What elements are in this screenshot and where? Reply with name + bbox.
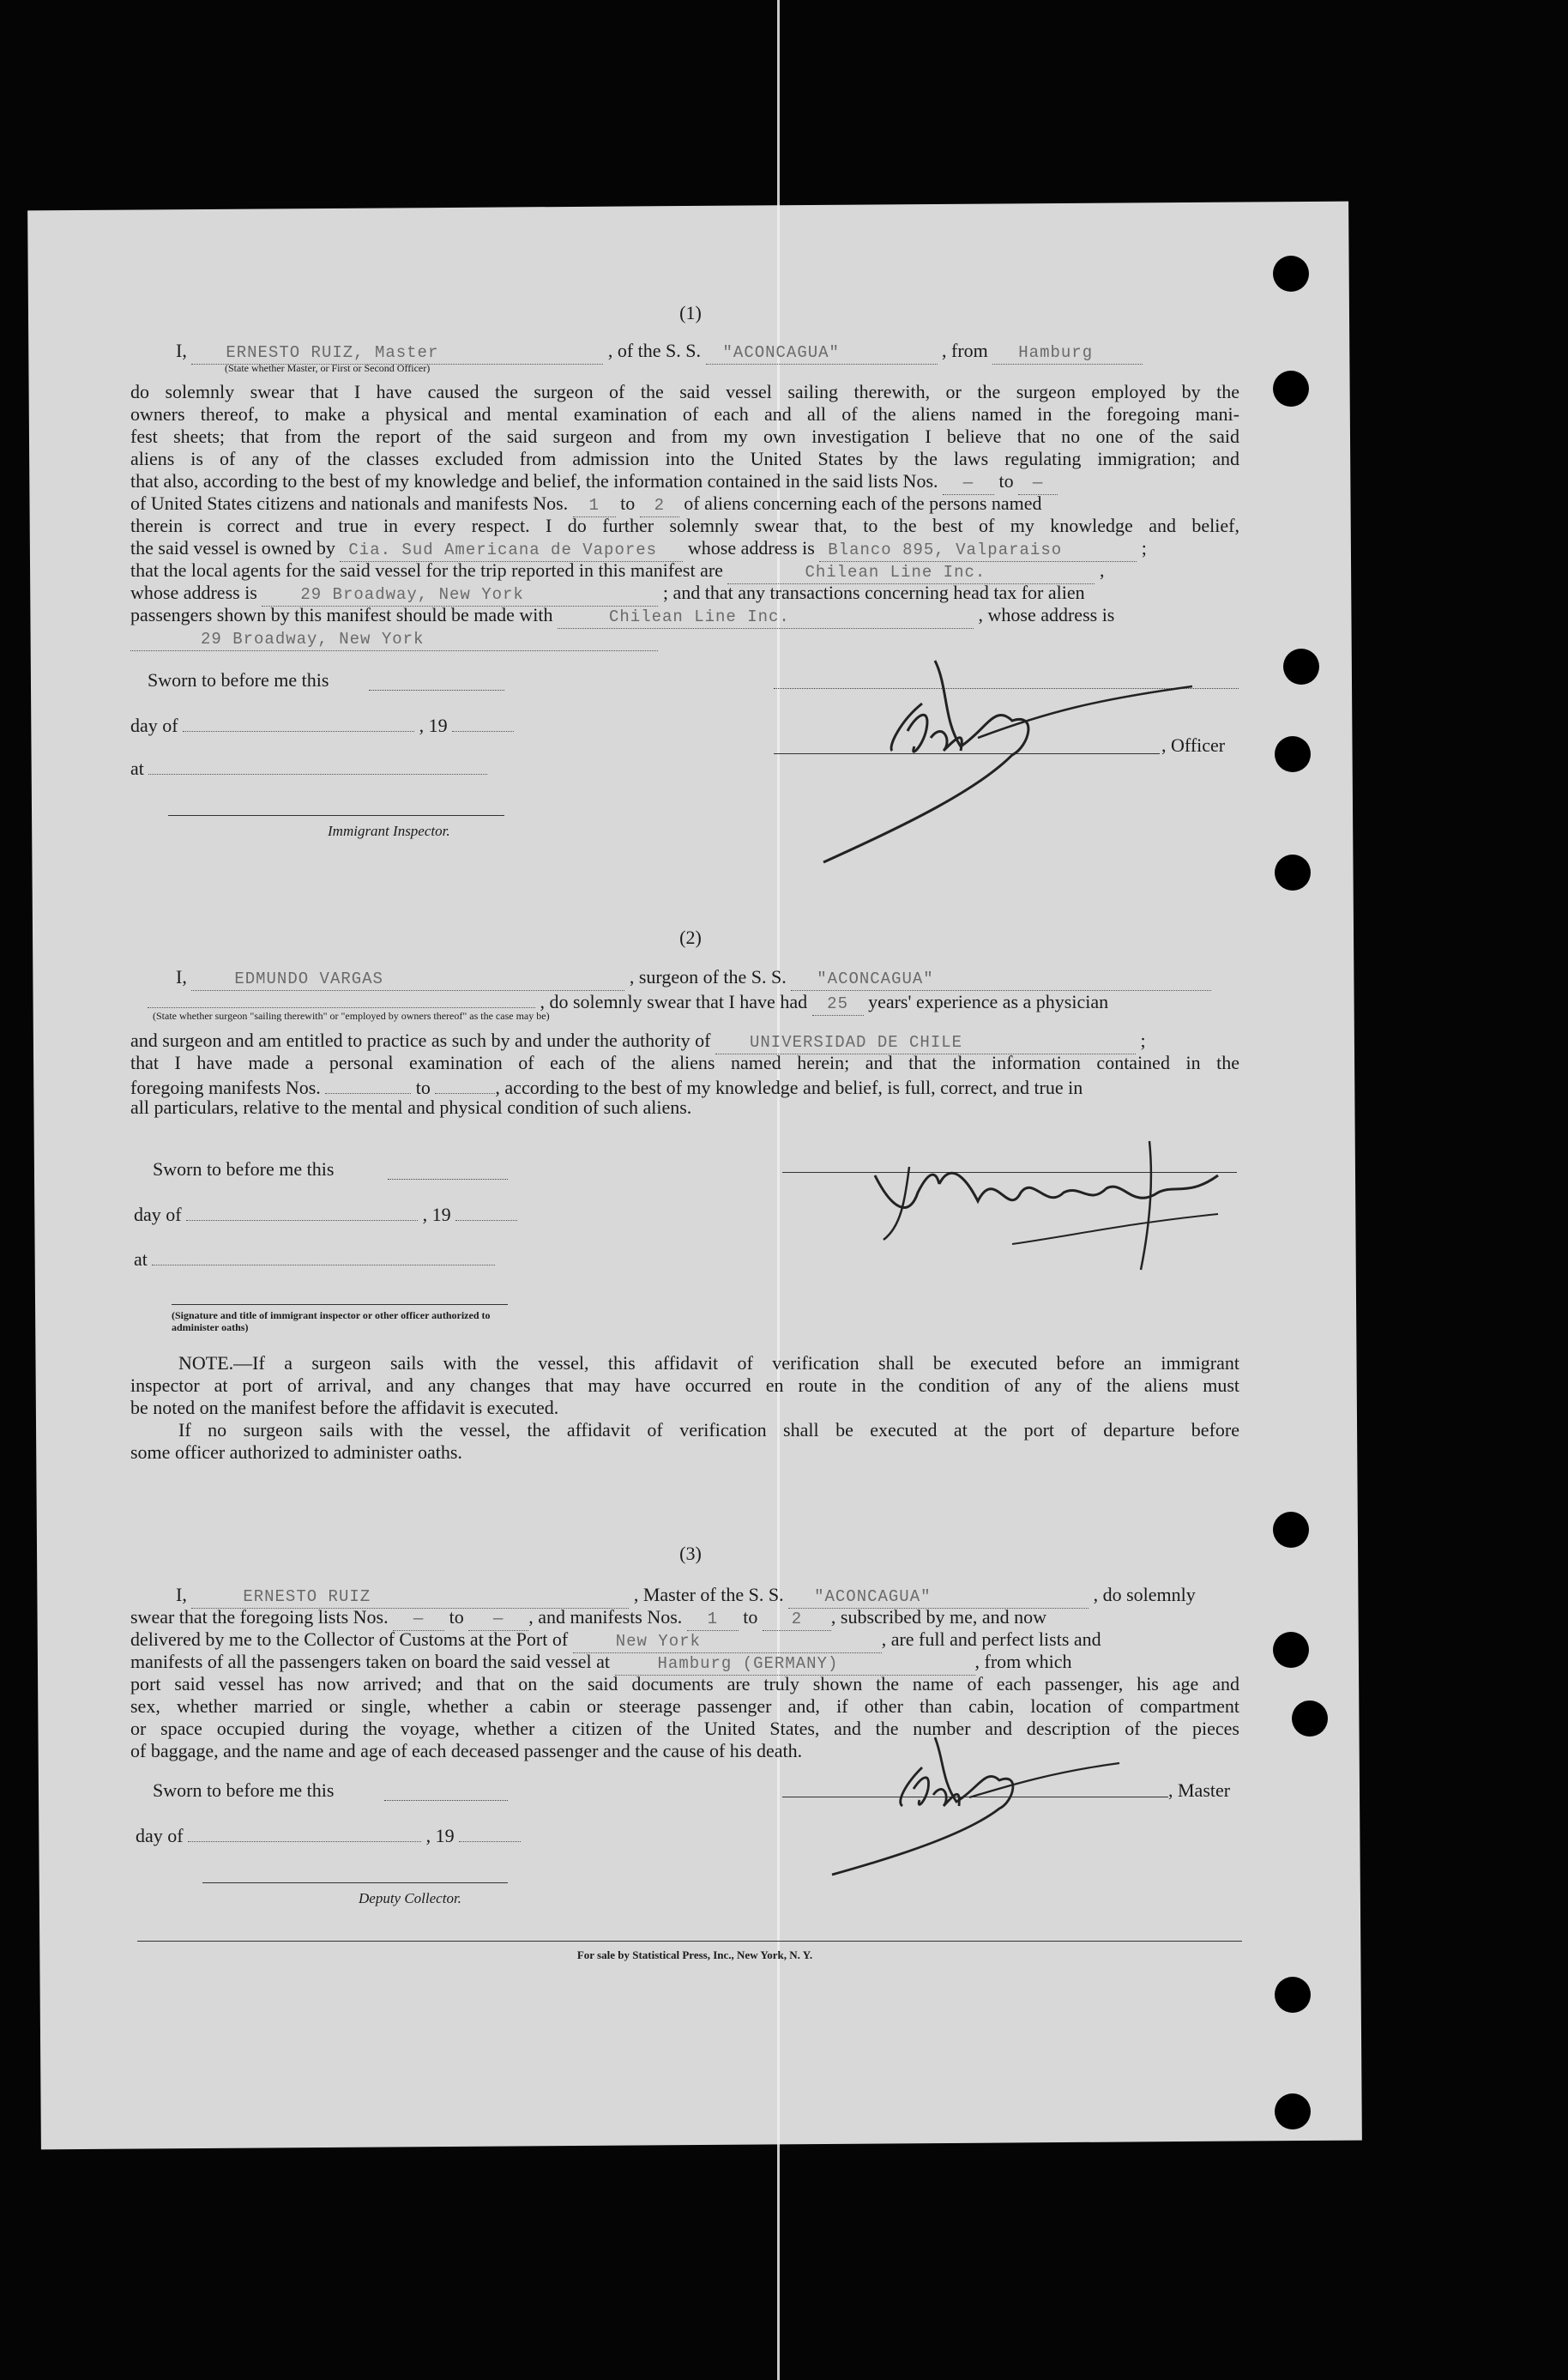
master-name-field: ERNESTO RUIZ, Master — [191, 341, 603, 365]
rank-hint: (State whether Master, or First or Second Officer) — [225, 362, 431, 374]
agents-address-line: whose address is 29 Broadway, New York ; and that any transactions concerning head tax for alien — [130, 582, 1085, 607]
i-label: I, — [176, 340, 187, 361]
surgeon-hint: (State whether surgeon "sailing therewith" or "employed by owners thereof" as the case may be) — [153, 1010, 550, 1022]
punch-hole — [1273, 371, 1309, 407]
section-3-vessel-field: "ACONCAGUA" — [788, 1586, 1089, 1609]
section-2-number: (2) — [679, 927, 702, 948]
year-field-2 — [455, 1201, 517, 1221]
sworn-label-3: Sworn to before me this — [153, 1779, 335, 1801]
headtax-address-field: 29 Broadway, New York — [130, 628, 658, 651]
manifests-to-field: 2 — [640, 494, 679, 517]
sworn-label-1: Sworn to before me this — [148, 669, 329, 691]
lists-from-field: — — [943, 472, 994, 495]
body-line: fest sheets; that from the report of the said surgeon and from my own investigation I believe that no one of the said — [130, 426, 1239, 447]
punch-hole — [1275, 2093, 1311, 2129]
punch-hole — [1283, 649, 1319, 685]
manifests-from-field: 1 — [573, 494, 616, 517]
section-1-number: (1) — [679, 302, 702, 323]
year-field-3 — [459, 1822, 521, 1842]
owner-line: the said vessel is owned by Cia. Sud Americana de Vapores whose address is Blanco 895, Valparaiso ; — [130, 537, 1147, 562]
day-field-2 — [186, 1201, 418, 1221]
section-1-body-2: therein is correct and true in every respect. I do further solemnly swear that, to the best of my knowledge and belief, — [130, 515, 1239, 536]
section-3-lists-from: — — [393, 1608, 444, 1631]
section-3-line-1: I, ERNESTO RUIZ , Master of the S. S. "ACONCAGUA" , do solemnly — [176, 1584, 1196, 1609]
punch-hole — [1275, 736, 1311, 772]
punch-hole — [1292, 1700, 1328, 1737]
section-3-master-field: ERNESTO RUIZ — [191, 1586, 629, 1609]
headtax-line: passengers shown by this manifest should be made with Chilean Line Inc. , whose address is — [130, 604, 1114, 629]
note-body: inspector at port of arrival, and any changes that may have occurred en route in the condition of any of the aliens must — [130, 1374, 1239, 1396]
vessel-name-field: "ACONCAGUA" — [706, 341, 938, 365]
agents-address-field: 29 Broadway, New York — [262, 583, 658, 607]
origin-field: Hamburg (GERMANY) — [615, 1652, 975, 1676]
day-of-label-2: day of , 19 — [134, 1201, 517, 1226]
from-port-field: Hamburg — [992, 341, 1143, 365]
inspector-caption: Immigrant Inspector. — [328, 823, 450, 839]
surgeon-line: I, EDMUNDO VARGAS , surgeon of the S. S. "ACONCAGUA" — [176, 966, 1211, 991]
section-3-line-3: delivered by me to the Collector of Customs at the Port of New York , are full and perfect lists and — [130, 1628, 1101, 1653]
day-field-3 — [188, 1822, 421, 1842]
surgeon-swear-line: , do solemnly swear that I have had 25 years' experience as a physician — [148, 988, 1108, 1016]
master-caption: , Master — [1168, 1779, 1231, 1801]
surgeon-signature — [858, 1133, 1235, 1278]
section-1-lists-line: that also, according to the best of my knowledge and belief, the information contained in the said lists Nos. — to — — [130, 470, 1058, 495]
punch-hole — [1275, 855, 1311, 891]
year-field-1 — [452, 712, 514, 732]
day-of-label-3: day of , 19 — [136, 1822, 521, 1847]
headtax-with-field: Chilean Line Inc. — [558, 606, 974, 629]
at-label-1: at — [130, 755, 487, 780]
sworn-label-2: Sworn to before me this — [153, 1158, 335, 1180]
lists-to-field: — — [1018, 472, 1058, 495]
owner-address-field: Blanco 895, Valparaiso — [819, 539, 1137, 562]
surgeon-role-field — [148, 988, 535, 1008]
sworn-line-3 — [384, 1800, 508, 1801]
sig-hint: (Signature and title of immigrant inspector or other officer authorized to administer oaths) — [172, 1309, 491, 1333]
section-1-line-1 — [176, 340, 1239, 365]
section-3-line-2: swear that the foregoing lists Nos. — to — , and manifests Nos. 1 to 2 , subscribed by me, and now — [130, 1606, 1046, 1631]
section-3-body: port said vessel has now arrived; and that on the said documents are truly shown the name of each passenger, his age and sex, whether married or single, whether a cabin or steerage passenger and, if other than cabin, location of compartment or space occupied during the voyage, whether a citizen of the United States, and the number and description of the pieces — [130, 1673, 1239, 1739]
note-line-3: be noted on the manifest before the affidavit is executed. — [130, 1397, 559, 1418]
surgeon-vessel-field: "ACONCAGUA" — [791, 968, 1211, 991]
foregoing-to-field — [435, 1074, 495, 1094]
at-label-2: at — [134, 1246, 495, 1271]
section-2-last-line: all particulars, relative to the mental and physical condition of such aliens. — [130, 1096, 692, 1118]
surgeon-name-field: EDMUNDO VARGAS — [191, 968, 624, 991]
years-field: 25 — [812, 993, 864, 1016]
headtax-address-line — [130, 626, 658, 651]
section-3-line-4: manifests of all the passengers taken on board the said vessel at Hamburg (GERMANY) , from which — [130, 1651, 1072, 1676]
punch-hole — [1273, 1512, 1309, 1548]
at-field-1 — [148, 755, 487, 775]
section-1-manifests-line: of United States citizens and nationals and manifests Nos. 1 to 2 of aliens concerning each of the persons named — [130, 492, 1042, 517]
authority-line: and surgeon and am entitled to practice as such by and under the authority of UNIVERSIDAD DE CHILE ; — [130, 1030, 1146, 1054]
collector-caption: Deputy Collector. — [359, 1890, 461, 1906]
day-field-1 — [183, 712, 414, 732]
section-3-number: (3) — [679, 1543, 702, 1564]
section-2-body: that I have made a personal examination of each of the aliens named herein; and that the information contained in the — [130, 1052, 1239, 1073]
punch-hole — [1273, 1632, 1309, 1668]
section-3-manifests-to: 2 — [763, 1608, 831, 1631]
at-field-2 — [152, 1246, 495, 1266]
footer-imprint: For sale by Statistical Press, Inc., New York, N. Y. — [576, 1948, 813, 1961]
officer-caption: , Officer — [1161, 734, 1226, 756]
port-field: New York — [573, 1630, 882, 1653]
section-3-manifests-from: 1 — [687, 1608, 739, 1631]
agents-line: that the local agents for the said vessel for the trip reported in this manifest are Chilean Line Inc. , — [130, 559, 1104, 584]
punch-hole — [1275, 1977, 1311, 2013]
section-3-last-line: of baggage, and the name and age of each deceased passenger and the cause of his death. — [130, 1740, 803, 1761]
note-line-5: some officer authorized to administer oaths. — [130, 1441, 462, 1463]
foregoing-line: foregoing manifests Nos. to , according to the best of my knowledge and belief, is full, correct, and true in — [130, 1074, 1083, 1099]
body-line: owners thereof, to make a physical and mental examination of each and all of the aliens named in the foregoing mani- — [130, 403, 1239, 425]
sig-hint-line — [172, 1304, 508, 1305]
agents-field: Chilean Line Inc. — [727, 561, 1095, 584]
foregoing-from-field — [325, 1074, 411, 1094]
master-signature — [823, 1733, 1132, 1879]
footer-rule — [137, 1941, 1242, 1942]
collector-signature-line — [202, 1882, 508, 1883]
body-line: aliens is of any of the classes excluded from admission into the United States by the laws regulating immigration; and — [130, 448, 1239, 469]
note-line-1: NOTE.—If a surgeon sails with the vessel, this affidavit of verification shall be executed before an immigrant — [178, 1352, 1239, 1374]
body-line: do solemnly swear that I have caused the surgeon of the said vessel sailing therewith, or the surgeon employed by the — [130, 381, 1239, 402]
section-1-body — [130, 381, 1239, 470]
sworn-line-2 — [388, 1179, 508, 1180]
punch-hole — [1273, 256, 1309, 292]
owner-field: Cia. Sud Americana de Vapores — [340, 539, 683, 562]
day-of-label-1: day of , 19 — [130, 712, 514, 737]
note-line-4: If no surgeon sails with the vessel, the affidavit of verification shall be executed at the port of departure before — [178, 1419, 1239, 1441]
inspector-signature-line — [168, 815, 504, 816]
of-ss-label: , of the S. S. — [607, 340, 702, 361]
sworn-line-1 — [369, 690, 504, 691]
authority-field: UNIVERSIDAD DE CHILE — [715, 1031, 1136, 1054]
from-label: , from — [942, 340, 988, 361]
officer-signature — [806, 652, 1218, 867]
note-label: NOTE. — [178, 1352, 234, 1374]
section-3-lists-to: — — [468, 1608, 528, 1631]
